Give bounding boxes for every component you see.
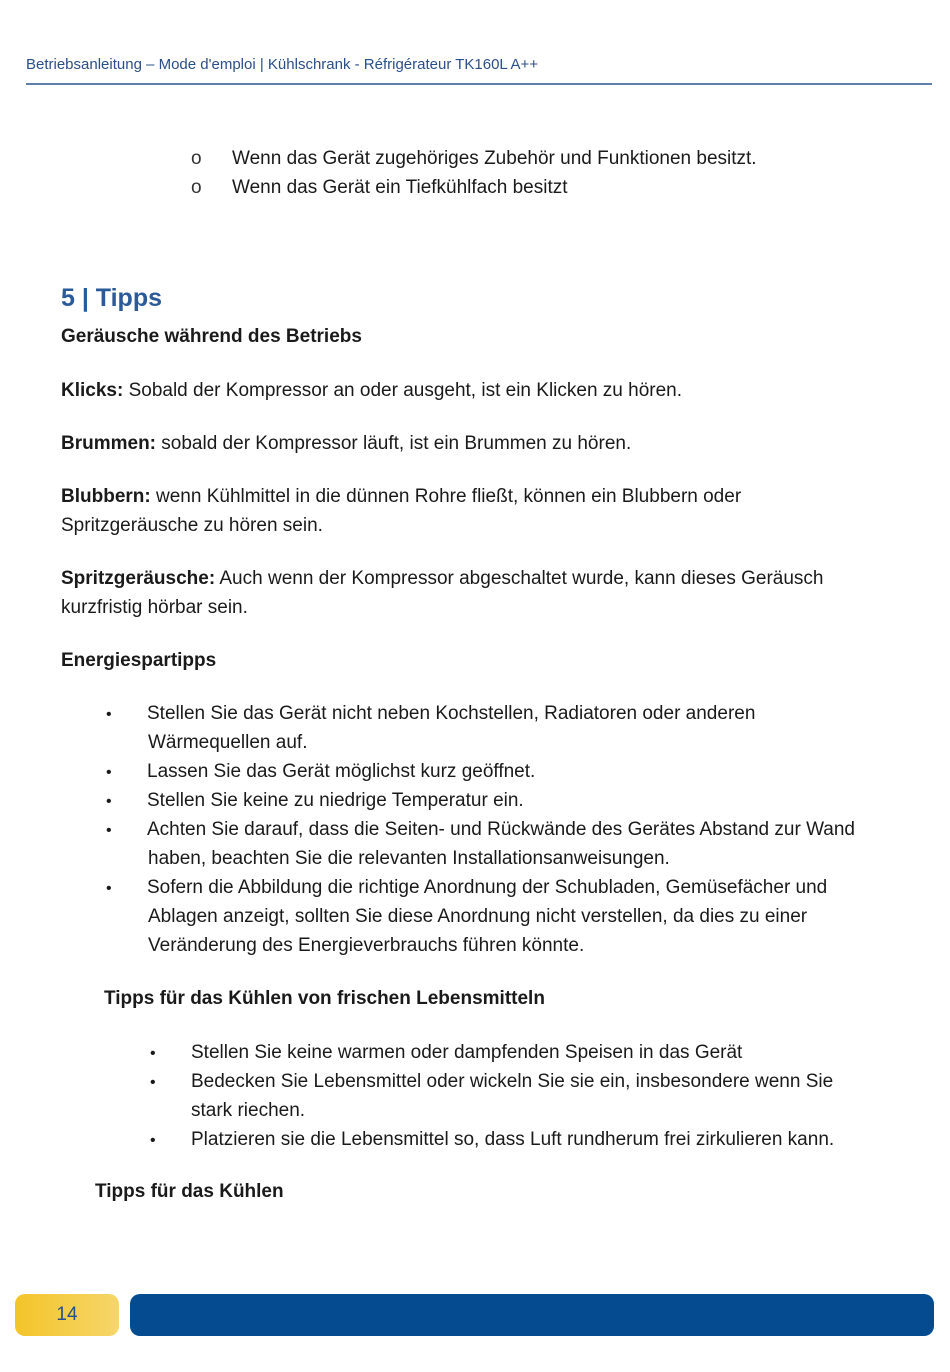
noise-term: Brummen:: [61, 433, 157, 454]
fresh-tip: Stellen Sie keine warmen oder dampfenden Speisen in das Gerät: [191, 1042, 743, 1063]
energy-tip-line: Stellen Sie das Gerät nicht neben Kochstellen, Radiatoren oder anderen: [147, 703, 756, 724]
fresh-tip-line: Bedecken Sie Lebensmittel oder wickeln Sie sie ein, insbesondere wenn Sie: [191, 1071, 834, 1092]
noise-text: Sobald der Kompressor an oder ausgeht, ist ein Klicken zu hören.: [123, 380, 683, 401]
energy-tip: Lassen Sie das Gerät möglichst kurz geöffnet.: [147, 761, 536, 782]
bullet-icon: •: [106, 822, 112, 839]
cooling-heading: Tipps für das Kühlen: [95, 1181, 284, 1202]
section-title: 5 | Tipps: [61, 284, 163, 312]
circle-bullet-icon: o: [191, 148, 202, 169]
noise-text: Auch wenn der Kompressor abgeschaltet wurde, kann dieses Geräusch: [215, 568, 824, 589]
bullet-icon: •: [106, 764, 112, 781]
header-divider: [26, 83, 932, 85]
noise-paragraph: [61, 482, 741, 540]
page-number-tab: [15, 1294, 119, 1336]
energy-tip-line: haben, beachten Sie die relevanten Installationsanweisungen.: [148, 848, 670, 869]
fresh-tip: [191, 1067, 833, 1125]
bullet-icon: •: [150, 1132, 156, 1149]
energy-tip-line: Veränderung des Energieverbrauchs führen könnte.: [148, 935, 585, 956]
energy-tip: Stellen Sie keine zu niedrige Temperatur ein.: [147, 790, 524, 811]
circle-bullet-icon: o: [191, 177, 202, 198]
noise-text: sobald der Kompressor läuft, ist ein Brummen zu hören.: [156, 433, 632, 454]
header-title-fr: Mode d'emploi: [158, 56, 256, 73]
energy-tip-line: Achten Sie darauf, dass die Seiten- und Rückwände des Gerätes Abstand zur Wand: [147, 819, 855, 840]
noise-heading: Geräusche während des Betriebs: [61, 326, 362, 347]
noise-text-continued: Spritzgeräusche zu hören sein.: [61, 515, 323, 536]
fresh-tip: Platzieren sie die Lebensmittel so, dass Luft rundherum frei zirkulieren kann.: [191, 1129, 835, 1150]
energy-tip: [147, 873, 827, 960]
noise-term: Blubbern:: [61, 486, 151, 507]
sublist-item: Wenn das Gerät ein Tiefkühlfach besitzt: [232, 177, 568, 198]
header-title-de: Betriebsanleitung –: [26, 56, 159, 73]
bullet-icon: •: [150, 1074, 156, 1091]
noise-text: wenn Kühlmittel in die dünnen Rohre fließt, können ein Blubbern oder: [150, 486, 742, 507]
fresh-tip-line: stark riechen.: [191, 1100, 306, 1121]
noise-paragraph: [61, 564, 824, 622]
energy-tip: [147, 815, 855, 873]
fresh-food-heading: Tipps für das Kühlen von frischen Lebensmitteln: [104, 988, 545, 1009]
footer-bar: [130, 1294, 934, 1336]
energy-tip-line: Wärmequellen auf.: [148, 732, 308, 753]
sublist-item: Wenn das Gerät zugehöriges Zubehör und Funktionen besitzt.: [232, 148, 757, 169]
noise-paragraph: [61, 376, 682, 405]
page-number: 14: [56, 1304, 78, 1325]
bullet-icon: •: [106, 793, 112, 810]
header-product: | Kühlschrank - Réfrigérateur TK160L A++: [255, 56, 539, 73]
bullet-icon: •: [106, 880, 112, 897]
energy-tip: [147, 699, 755, 757]
noise-term: Klicks:: [61, 380, 124, 401]
noise-term: Spritzgeräusche:: [61, 568, 216, 589]
energy-heading: Energiespartipps: [61, 650, 217, 671]
document-header: [26, 56, 932, 73]
noise-text-continued: kurzfristig hörbar sein.: [61, 597, 248, 618]
noise-paragraph: [61, 429, 631, 458]
bullet-icon: •: [150, 1045, 156, 1062]
energy-tip-line: Ablagen anzeigt, sollten Sie diese Anordnung nicht verstellen, da dies zu einer: [148, 906, 808, 927]
bullet-icon: •: [106, 706, 112, 723]
energy-tip-line: Sofern die Abbildung die richtige Anordnung der Schubladen, Gemüsefächer und: [147, 877, 828, 898]
